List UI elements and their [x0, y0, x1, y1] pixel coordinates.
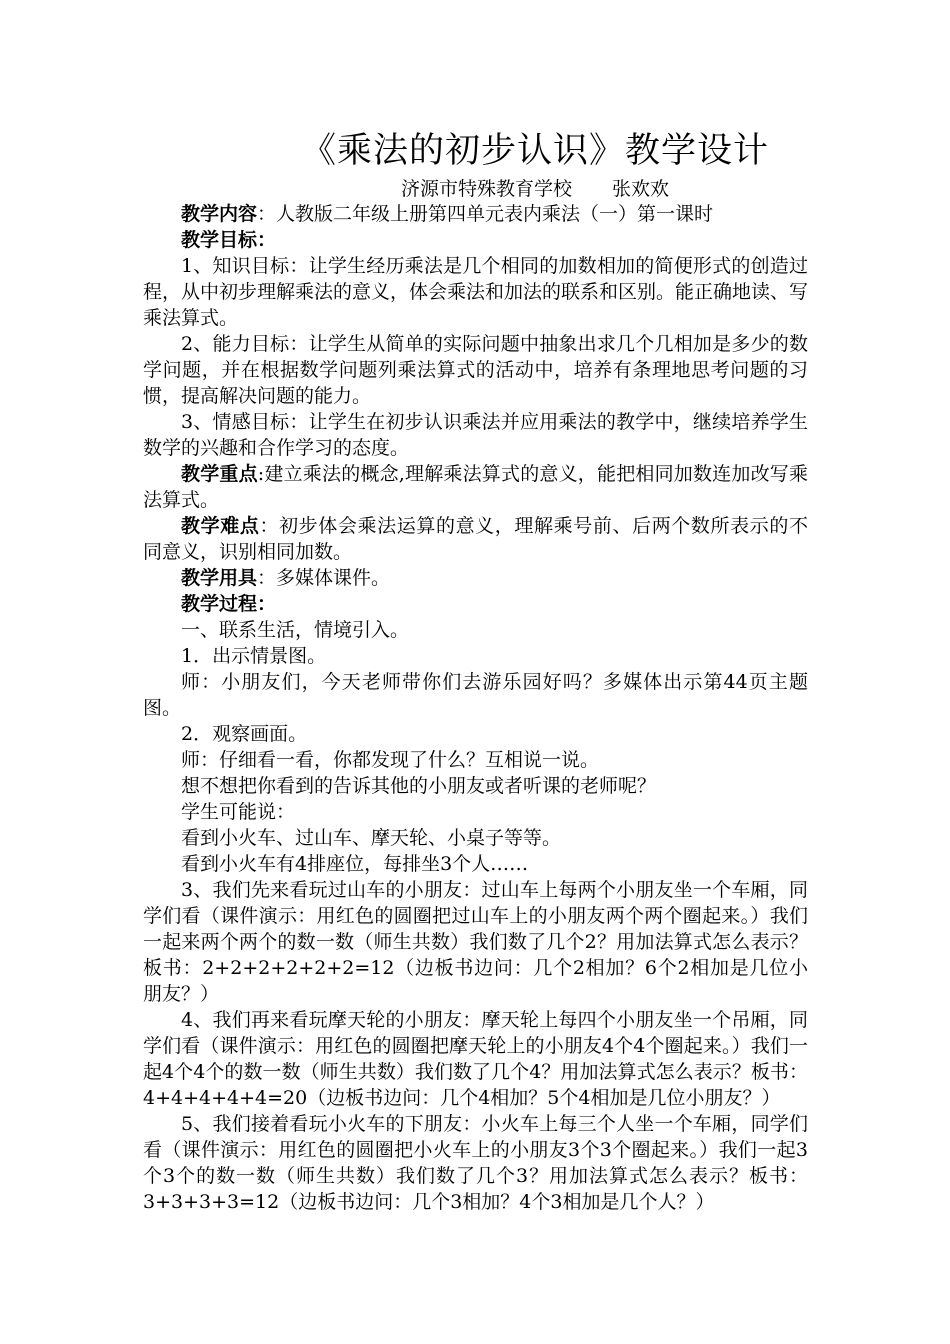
- teaching-goals-colon: ：: [257, 229, 277, 251]
- document-title: 《乘法的初步认识》教学设计: [300, 131, 769, 171]
- difficulty-text: ：初步体会乘法运算的意义，理解乘号前、后两个数所表示的不同意义，识别相同加数。: [143, 515, 808, 563]
- teaching-content-text: ：人教版二年级上册第四单元表内乘法（一）第一课时: [257, 203, 714, 225]
- process-paragraph: 4、我们再来看玩摩天轮的小朋友：摩天轮上每四个小朋友坐一个吊厢，同学们看（课件演示：用红色的圆圈把摩天轮上的小朋友4个4个圈起来。）我们一起4个4个的数一数（师生共数）我们数了几个4？用加法算式怎么表示？板书：4+4+4+4+4=20（边板书边问：几个4相加？5个4相加是几位小朋友？）: [143, 1009, 808, 1109]
- document-body: [143, 201, 808, 1215]
- process-paragraph: 3、我们先来看玩过山车的小朋友：过山车上每两个小朋友坐一个车厢，同学们看（课件演示：用红色的圆圈把过山车上的小朋友两个两个圈起来。）我们一起来两个两个的数一数（师生共数）我们数了几个2？用加法算式怎么表示？板书：2+2+2+2+2+2=12（边板书边问：几个2相加？6个2相加是几位小朋友？）: [143, 879, 808, 1005]
- author-line: [145, 176, 925, 202]
- process-paragraph: 师：仔细看一看，你都发现了什么？互相说一说。: [181, 749, 600, 771]
- difficulty-label: 教学难点: [181, 515, 260, 537]
- goal-emotion: 3、情感目标：让学生在初步认识乘法并应用乘法的教学中，继续培养学生数学的兴趣和合作学习的态度。: [143, 411, 808, 459]
- teaching-tools-label: 教学用具: [181, 567, 258, 589]
- teaching-process-heading: [143, 591, 808, 617]
- process-paragraph: 学生可能说：: [181, 801, 296, 823]
- process-paragraph: 5、我们接着看玩小火车的下朋友：小火车上每三个人坐一个车厢，同学们看（课件演示：用红色的圆圈把小火车上的小朋友3个3个圈起来。）我们一起3个3个的数一数（师生共数）我们数了几个3？用加法算式怎么表示？板书：3+3+3+3=12（边板书边问：几个3相加？4个3相加是几个人？）: [143, 1113, 808, 1213]
- goal-knowledge: 1、知识目标：让学生经历乘法是几个相同的加数相加的简便形式的创造过程，从中初步理解乘法的意义，体会乘法和加法的联系和区别。能正确地读、写乘法算式。: [143, 255, 809, 329]
- goal-ability: 2、能力目标：让学生从简单的实际问题中抽象出求几个几相加是多少的数学问题，并在根据数学问题列乘法算式的活动中，培养有条理地思考问题的习惯，提高解决问题的能力。: [143, 333, 808, 407]
- teaching-process-label: 教学过程: [181, 593, 258, 615]
- author-name: 张欢欢: [612, 178, 670, 200]
- difficulty: [143, 513, 808, 565]
- teaching-tools-text: ：多媒体课件。: [257, 567, 391, 589]
- process-paragraph: 想不想把你看到的告诉其他的小朋友或者听课的老师呢？: [181, 775, 657, 797]
- key-point-text: :建立乘法的概念,理解乘法算式的意义，能把相同加数连加改写乘法算式。: [143, 463, 808, 511]
- teaching-tools: [143, 565, 808, 591]
- teaching-process-colon: ：: [257, 593, 277, 615]
- author-school: 济源市特殊教育学校: [400, 178, 572, 200]
- key-point: [143, 461, 808, 513]
- process-paragraph: 2．观察画面。: [181, 723, 308, 745]
- teaching-goals-heading: [143, 227, 808, 253]
- teaching-content: [143, 201, 808, 227]
- process-paragraph: 师：小朋友们，今天老师带你们去游乐园好吗？多媒体出示第44页主题图。: [143, 671, 808, 719]
- teaching-content-label: 教学内容: [181, 203, 258, 225]
- process-paragraph: 看到小火车有4排座位，每排坐3个人……: [181, 853, 529, 875]
- process-paragraph: 看到小火车、过山车、摩天轮、小桌子等等。: [181, 827, 562, 849]
- process-paragraph: 一、联系生活，情境引入。: [181, 619, 410, 641]
- process-paragraph: 1．出示情景图。: [181, 645, 327, 667]
- key-point-label: 教学重点: [181, 463, 258, 485]
- teaching-goals-label: 教学目标: [181, 229, 258, 251]
